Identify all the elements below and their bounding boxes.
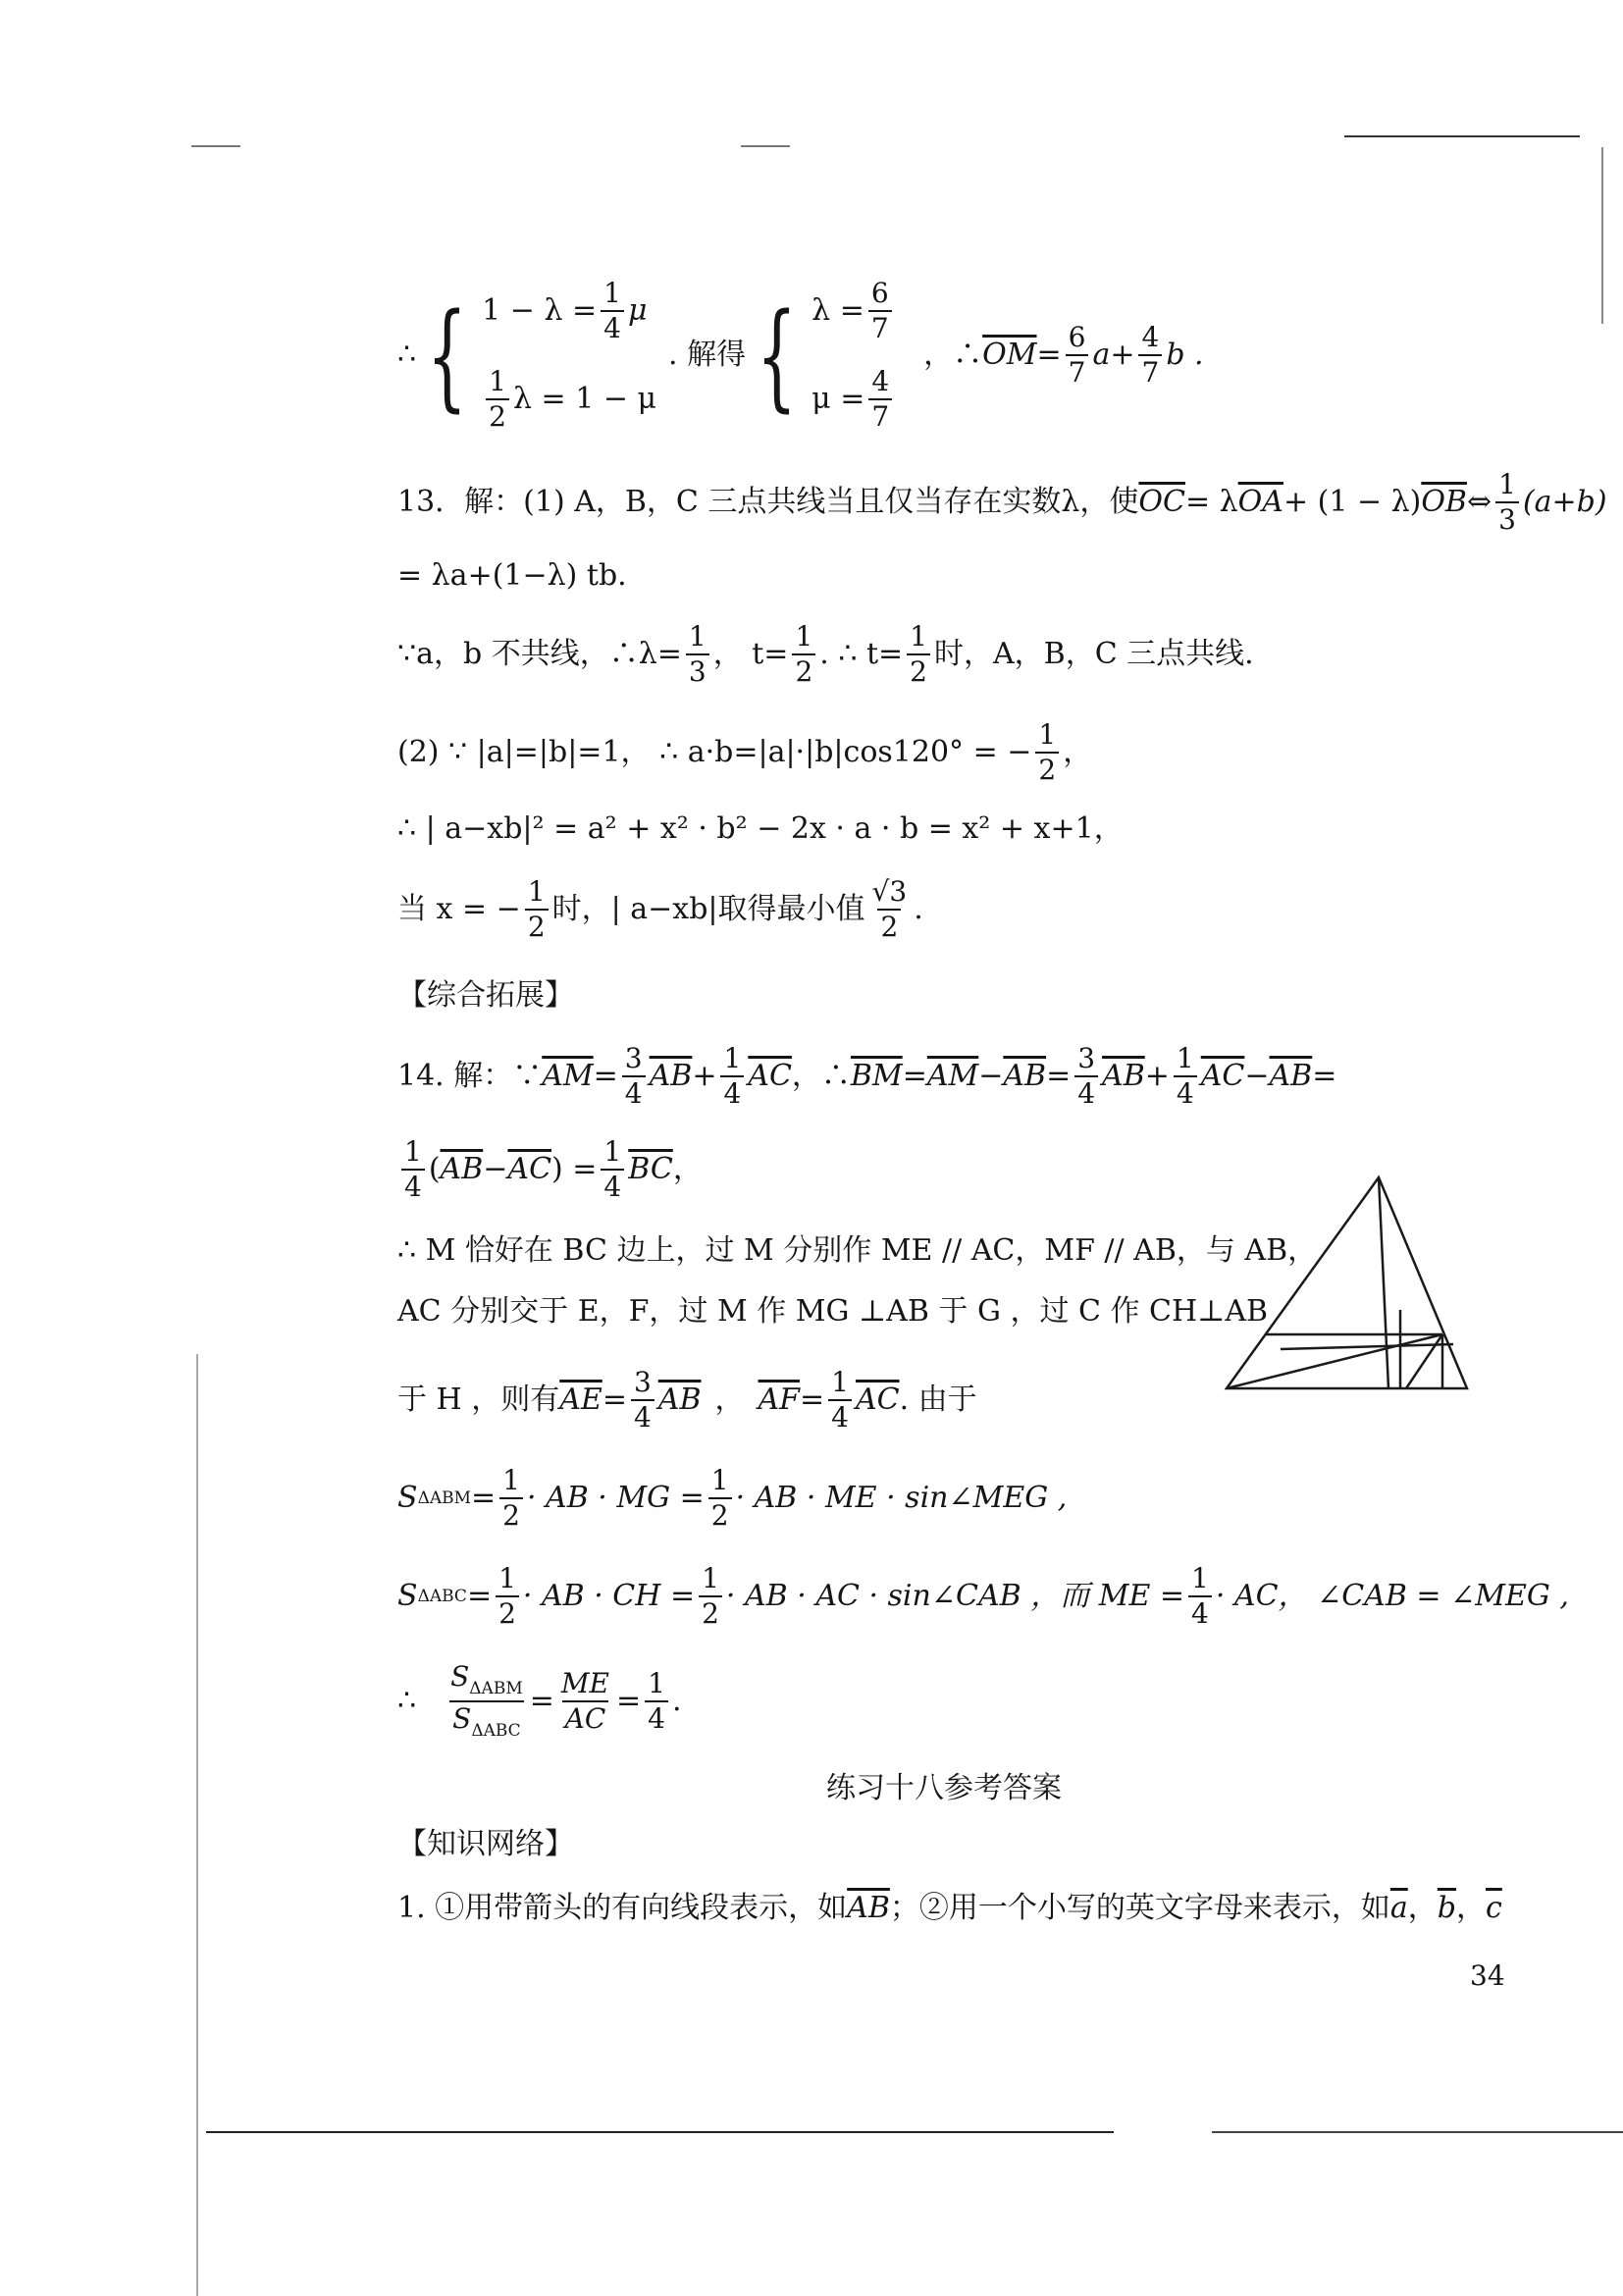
p1-line: 1. ①用带箭头的有向线段表示，如 $\overline{AB}$ ；②用一个小写的英文字母来表示，如 $\overline{a}$ ， $\overline{b}$ ， $\overline{c}$ [397,1891,1502,1925]
therefore-symbol: ∴ [397,338,417,372]
solution-lambda: λ = $\frac{6}{7}$ [812,280,896,342]
section-comprehensive: 【综合拓展】 [397,978,574,1013]
equation-1: 1 − λ = $\frac{1}{4}$ μ [482,277,648,344]
triangle-figure [1222,1173,1482,1398]
left-brace-2: { [756,287,798,423]
p14-line-4: AC 分别交于 E，F，过 M 作 MG ⊥AB 于 G ，过 C 作 CH⊥AB [397,1294,1269,1329]
p13-line-6: 当 x = − $\frac{1}{2}$ 时，| a−xb|取得最小值 $\frac{√3}{2}$ . [397,875,923,943]
p14-area-abc: S ΔABC = $\frac{1}{2}$ · AB · CH = $\frac{1}{2}$ · AB · AC · sin∠CAB ，而 ME = $\frac{1}{4}$ · AC， ∠CAB = ∠MEG , [397,1562,1569,1630]
p14-line-1: 14. 解：∵ $\overline{AM}$ = $\frac{3}{4}$ $\overline{AB}$ + $\frac{1}{4}$ $\overline{AC}$ ，∴ $\overline{BM}$ = $\overline{AM}$ − $\overline{AB}$ = $\frac{3}{4}$ $\overline{AB}$ + $\frac{1}{4}$ $\overline{AC}$ − $\overline{AB}$ = [397,1042,1337,1110]
aux-line-2 [1281,1344,1453,1349]
solve-word: . 解得 [668,338,747,372]
top-rule-left [191,145,240,147]
page-number: 34 [1470,1959,1505,1992]
right-edge-line [1601,147,1603,324]
p14-line-5: 于 H ，则有 $\overline{AE}$ = $\frac{3}{4}$ $\overline{AB}$ ， $\overline{AF}$ = $\frac{1}{4}$ $\overline{AC}$ . 由于 [397,1366,977,1434]
equation-system-1 [482,277,657,433]
area-ratio-fraction: $\frac{S_{\Delta ABM}}{S_{\Delta ABC}}$ [450,1660,523,1741]
p14-line-3: ∴ M 恰好在 BC 边上，过 M 分别作 ME // AC，MF // AB，与 AB， [397,1233,1318,1268]
p13-line-2: = λa+(1−λ) tb. [397,558,627,593]
left-brace: { [426,287,468,423]
vector-om: $\overline{OM}$ [982,338,1037,372]
p13-line-3: ∵a，b 不共线，∴λ= $\frac{1}{3}$ ， t= $\frac{1}{2}$ . ∴ t= $\frac{1}{2}$ 时，A，B，C 三点共线. [397,620,1254,688]
altitude-ch [1379,1177,1388,1388]
p14-line-2: $\frac{1}{4}$ ( $\overline{AB}$ − $\overline{AC}$ ) = $\frac{1}{4}$ $\overline{BC}$ ， [397,1138,703,1201]
solution-system [812,277,896,433]
bottom-rule-left [206,2131,1114,2133]
top-rule-right [1344,135,1580,137]
equation-2: $\frac{1}{2}$ λ = 1 − μ [482,368,656,431]
section-title: 练习十八参考答案 [826,1771,1062,1805]
top-rule-center [741,145,790,147]
p13-line-1: 13．解：(1) A，B，C 三点共线当且仅当存在实数λ，使 $\overline{OC}$ = λ $\overline{OA}$ + (1 − λ) $\overline{OB}$ ⇔ $\frac{1}{3}$ (a+b) [397,468,1607,536]
p14-conclusion: ∴ $\frac{S_{\Delta ABM}}{S_{\Delta ABC}}$ = $\frac{ME}{AC}$ = $\frac{1}{4}$ . [397,1660,682,1741]
section-knowledge-network: 【知识网络】 [397,1827,574,1861]
p14-area-abm: S ΔABM = $\frac{1}{2}$ · AB · MG = $\frac{1}{2}$ · AB · ME · sin∠MEG , [397,1464,1068,1532]
left-edge-line [196,1354,198,2296]
bottom-rule-right [1212,2131,1623,2133]
solution-mu: μ = $\frac{4}{7}$ [812,368,896,431]
p13-line-4: (2) ∵ |a|=|b|=1， ∴ a·b=|a|·|b|cos120° = − $\frac{1}{2}$ ， [397,718,1093,786]
p13-line-5: ∴ | a−xb|² = a² + x² · b² − 2x · a · b = x² + x+1， [397,811,1124,846]
system-line: ∴ { 1 − λ = $\frac{1}{4}$ μ $\frac{1}{2}$ λ = 1 − μ . 解得 { λ = $\frac{6}{7}$ μ = $\frac{4}{7}$ ，∴ $\overline{OM}$ = $\frac{6}{7}$ a+ $\frac{4}{7}$ b . [397,277,1204,433]
triangle-abc [1227,1177,1467,1388]
